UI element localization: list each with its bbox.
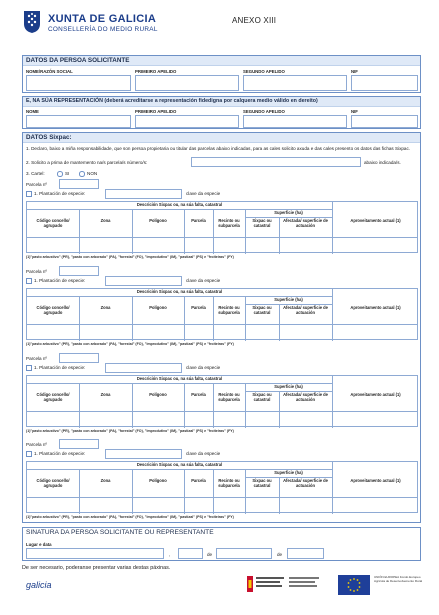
col-header: Recinto ou subparcela: [218, 478, 240, 488]
table-cell[interactable]: [280, 498, 331, 513]
plantation-checkbox[interactable]: [26, 365, 32, 371]
table-cell[interactable]: [185, 498, 212, 513]
table-cell[interactable]: [333, 325, 418, 340]
applicant-surname1-label: PRIMEIRO APELIDO: [135, 69, 177, 74]
table-cell[interactable]: [28, 412, 78, 427]
col-header: Código concello/ agrupado: [36, 478, 70, 488]
table-cell[interactable]: [246, 238, 278, 253]
table-cell[interactable]: [214, 498, 244, 513]
galicia-logo: galicia: [26, 580, 52, 590]
table-cell[interactable]: [185, 412, 212, 427]
col-header: Afectada/ superficie de actuación: [283, 478, 328, 488]
col-header: Parcela: [191, 305, 206, 310]
sign-non-label: NON: [87, 171, 98, 176]
col-header: Polígono: [149, 478, 167, 483]
parcel-number-label: Parcela nº: [26, 442, 48, 447]
col-header: Recinto ou subparcela: [218, 305, 240, 315]
col-header: Afectada/ superficie de actuación: [283, 218, 328, 228]
representative-section-title: E, NA SÚA REPRESENTACIÓN (deberá acreditarse a representación fidedigna por calquera medio válido en dereito): [23, 97, 420, 107]
col-header: Aproveitamento actual (1): [350, 478, 401, 483]
col-header: Sixpac ou catastral: [252, 305, 272, 315]
table-cell[interactable]: [28, 325, 78, 340]
signature-section: [22, 527, 421, 561]
applicant-surname1-field[interactable]: [135, 75, 239, 91]
plantation-checkbox[interactable]: [26, 191, 32, 197]
col-header: Aproveitamento actual (1): [350, 305, 401, 310]
superficie-header: Superficie (ha): [274, 210, 303, 215]
parcel-number-field[interactable]: [59, 179, 99, 189]
table-cell[interactable]: [80, 238, 131, 253]
col-header: Sixpac ou catastral: [252, 478, 272, 488]
plantation-label: 1. Plantación de especie:: [34, 365, 86, 370]
plantation-label: 1. Plantación de especie:: [34, 278, 86, 283]
parcel-number-label: Parcela nº: [26, 269, 48, 274]
plantation-checkbox[interactable]: [26, 451, 32, 457]
col-header: Parcela: [191, 218, 206, 223]
de-sep-1: de: [207, 552, 213, 557]
parcel-number-field[interactable]: [59, 266, 99, 276]
applicant-nif-field[interactable]: [351, 75, 418, 91]
table-cell[interactable]: [80, 412, 131, 427]
parcel-table: [26, 201, 418, 253]
table-cell[interactable]: [28, 238, 78, 253]
species-field[interactable]: [105, 189, 182, 199]
request-end-text: abaixo indicada/s.: [364, 160, 401, 165]
superficie-header: Superficie (ha): [274, 297, 303, 302]
species-field[interactable]: [105, 449, 182, 459]
table-cell[interactable]: [214, 238, 244, 253]
rep-name-field[interactable]: [26, 115, 131, 128]
table-footnote: (1)"pasto arbustivo" (PR), "pasto con arborado" (PA), "forestal" (FO), "improdutivo" (IM), "pastizal" (PS) e "froiteiras" (FY): [26, 255, 234, 259]
parcel-table: [26, 375, 418, 427]
species-key-label: clave da especie: [186, 191, 221, 196]
brand-name: XUNTA DE GALICIA: [48, 13, 157, 25]
request-text: 2. Solicito a prima de mantemento na/s parcela/s número/s:: [26, 160, 148, 165]
table-cell[interactable]: [185, 325, 212, 340]
table-cell[interactable]: [333, 412, 418, 427]
table-cell[interactable]: [246, 498, 278, 513]
parcel-number-field[interactable]: [59, 439, 99, 449]
page-header: [22, 10, 422, 50]
table-cell[interactable]: [133, 412, 183, 427]
rep-surname2-field[interactable]: [243, 115, 347, 128]
table-cell[interactable]: [214, 412, 244, 427]
table-cell[interactable]: [280, 325, 331, 340]
applicant-section-title: DATOS DA PERSOA SOLICITANTE: [23, 56, 420, 66]
parcel-block: [23, 354, 422, 438]
parcel-block: [23, 440, 422, 524]
table-cell[interactable]: [333, 238, 418, 253]
applicant-surname2-field[interactable]: [243, 75, 347, 91]
ministry-logo-icon: [247, 575, 325, 593]
table-footnote: (1)"pasto arbustivo" (PR), "pasto con arborado" (PA), "forestal" (FO), "improdutivo" (IM), "pastizal" (PS) e "froiteiras" (FY): [26, 429, 234, 433]
applicant-surname2-label: SEGUNDO APELIDO: [243, 69, 285, 74]
table-cell[interactable]: [133, 498, 183, 513]
table-footnote: (1)"pasto arbustivo" (PR), "pasto con arborado" (PA), "forestal" (FO), "improdutivo" (IM), "pastizal" (PS) e "froiteiras" (FY): [26, 515, 234, 519]
comma-sep: ,: [169, 552, 171, 557]
declaration-text: 1. Declaro, baixo a miña responsabilidade, que son persoa propietaria ou titular das parcelas abaixo indicadas, para as cales solicito axuda e das cales presento os datos das fichas Sixpac.: [26, 146, 411, 151]
applicant-name-field[interactable]: [26, 75, 131, 91]
species-key-label: clave da especie: [186, 451, 221, 456]
sign-label: 3. Cartel:: [26, 171, 45, 176]
col-header: Sixpac ou catastral: [252, 218, 272, 228]
table-cell[interactable]: [246, 412, 278, 427]
representative-section: [22, 96, 421, 129]
col-header: Recinto ou subparcela: [218, 392, 240, 402]
col-header: Parcela: [191, 392, 206, 397]
col-header: Afectada/ superficie de actuación: [283, 392, 328, 402]
col-header: Sixpac ou catastral: [252, 392, 272, 402]
department-name: CONSELLERÍA DO MEDIO RURAL: [48, 26, 158, 33]
plantation-label: 1. Plantación de especie:: [34, 191, 86, 196]
parcel-number-label: Parcela nº: [26, 356, 48, 361]
parcel-number-label: Parcela nº: [26, 182, 48, 187]
rep-nif-field[interactable]: [351, 115, 418, 128]
col-header: Zona: [100, 478, 111, 483]
eu-flag-icon: [338, 575, 370, 595]
superficie-header: Superficie (ha): [274, 470, 303, 475]
sign-non-radio[interactable]: [79, 171, 85, 177]
rep-surname1-field[interactable]: [135, 115, 239, 128]
col-header: Recinto ou subparcela: [218, 218, 240, 228]
plantation-checkbox[interactable]: [26, 278, 32, 284]
table-cell[interactable]: [133, 325, 183, 340]
place-field[interactable]: [26, 548, 164, 559]
month-field[interactable]: [216, 548, 272, 559]
applicant-nif-label: NIF: [351, 69, 358, 74]
annex-title: ANEXO XIII: [232, 16, 277, 25]
superficie-header: Superficie (ha): [274, 384, 303, 389]
rep-name-label: NOME: [26, 109, 39, 114]
table-cell[interactable]: [333, 498, 418, 513]
de-sep-2: de: [277, 552, 283, 557]
col-header: Polígono: [149, 392, 167, 397]
footer-note: De ser necesario, poderanse presentar varias destas páxinas.: [22, 565, 171, 571]
parcel-number-field[interactable]: [59, 353, 99, 363]
place-date-label: Lugar e data: [26, 542, 52, 547]
parcel-block: [23, 180, 422, 264]
col-header: Zona: [100, 392, 111, 397]
col-header: Polígono: [149, 218, 167, 223]
rep-surname2-label: SEGUNDO APELIDO: [243, 109, 285, 114]
applicant-name-label: NOME/RAZÓN SOCIAL: [26, 69, 73, 74]
signature-section-title: SINATURA DA PERSOA SOLICITANTE OU REPRESENTANTE: [23, 528, 420, 538]
species-field[interactable]: [105, 363, 182, 373]
year-field[interactable]: [287, 548, 324, 559]
species-field[interactable]: [105, 276, 182, 286]
parcel-table: [26, 461, 418, 513]
table-cell[interactable]: [280, 412, 331, 427]
parcel-table: [26, 288, 418, 340]
species-key-label: clave da especie: [186, 365, 221, 370]
table-cell[interactable]: [246, 325, 278, 340]
col-header: Afectada/ superficie de actuación: [283, 305, 328, 315]
col-header: Aproveitamento actual (1): [350, 218, 401, 223]
day-field[interactable]: [178, 548, 203, 559]
table-cell[interactable]: [133, 238, 183, 253]
desc-header: Descrición Sixpac ou, na súa falta, catastral: [136, 376, 223, 381]
col-header: Zona: [100, 305, 111, 310]
species-key-label: clave da especie: [186, 278, 221, 283]
eu-fund-text: UNIÓN EUROPEA Fondo Europeo Agrícola de Desenvolvemento Rural: [374, 575, 423, 583]
sign-si-label: SI: [65, 171, 70, 176]
table-cell[interactable]: [280, 238, 331, 253]
col-header: Polígono: [149, 305, 167, 310]
xunta-logo-icon: [22, 10, 42, 34]
table-cell[interactable]: [80, 325, 131, 340]
rep-nif-label: NIF: [351, 109, 358, 114]
col-header: Aproveitamento actual (1): [350, 392, 401, 397]
sign-si-radio[interactable]: [57, 171, 63, 177]
col-header: Código concello/ agrupado: [36, 305, 70, 315]
table-cell[interactable]: [80, 498, 131, 513]
col-header: Zona: [100, 218, 111, 223]
desc-header: Descrición Sixpac ou, na súa falta, catastral: [136, 202, 223, 207]
parcel-block: [23, 267, 422, 351]
col-header: Parcela: [191, 478, 206, 483]
sixpac-section: [22, 132, 421, 523]
plantation-label: 1. Plantación de especie:: [34, 451, 86, 456]
desc-header: Descrición Sixpac ou, na súa falta, catastral: [136, 462, 223, 467]
rep-surname1-label: PRIMEIRO APELIDO: [135, 109, 177, 114]
applicant-section: [22, 55, 421, 93]
table-footnote: (1)"pasto arbustivo" (PR), "pasto con arborado" (PA), "forestal" (FO), "improdutivo" (IM), "pastizal" (PS) e "froiteiras" (FY): [26, 342, 234, 346]
sixpac-section-title: DATOS Sixpac:: [23, 133, 420, 143]
col-header: Código concello/ agrupado: [36, 218, 70, 228]
table-cell[interactable]: [214, 325, 244, 340]
desc-header: Descrición Sixpac ou, na súa falta, catastral: [136, 289, 223, 294]
table-cell[interactable]: [28, 498, 78, 513]
col-header: Código concello/ agrupado: [36, 392, 70, 402]
table-cell[interactable]: [185, 238, 212, 253]
parcel-numbers-field[interactable]: [191, 157, 361, 167]
